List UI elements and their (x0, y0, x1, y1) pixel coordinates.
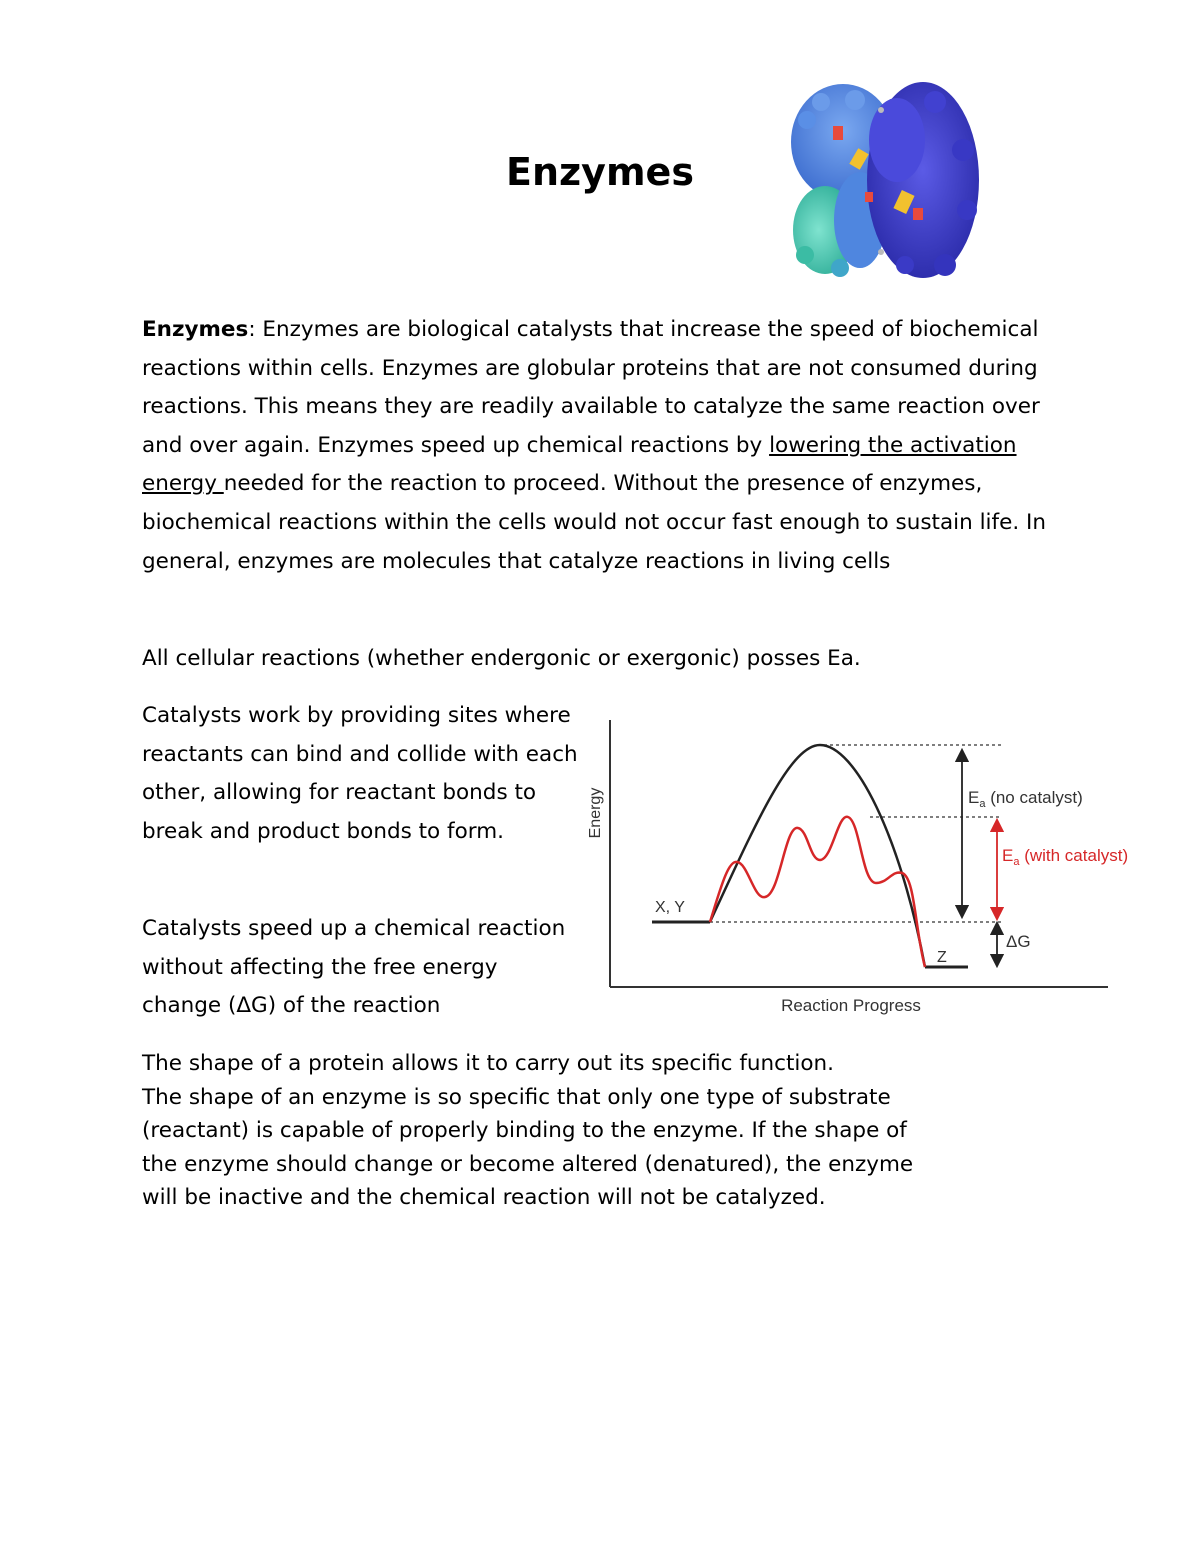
protein-blobs (791, 82, 979, 278)
catalyst-delta-g-paragraph: Catalysts speed up a chemical reaction without affecting the free energy change (ΔG) of the reaction (142, 916, 566, 1019)
reactants-label: X, Y (655, 899, 685, 916)
definition-text-2: needed for the reaction to proceed. Without the presence of enzymes, biochemical reactions within the cells would not occur fast enough to sustain life. In general, enzymes are molecules that catalyze reactions in living cells (142, 471, 1046, 574)
uncatalyzed-curve (710, 745, 925, 967)
activation-energy-chart (570, 705, 1170, 1035)
ea-with-catalyst-label (1002, 846, 1128, 868)
shape-line: The shape of a protein allows it to carry out its specific function. (142, 1051, 834, 1076)
ea-no-catalyst-label (968, 788, 1083, 810)
ea-no-catalyst-text: (no catalyst) (985, 788, 1083, 807)
ea-statement: All cellular reactions (whether endergonic or exergonic) posses Ea. (142, 646, 861, 671)
y-axis-label: Energy (587, 787, 604, 839)
ea-letter: E (968, 788, 980, 807)
enzyme-shape-paragraph (142, 1047, 1042, 1215)
term-colon: : (248, 317, 256, 342)
ea-with-catalyst-text: (with catalyst) (1019, 846, 1129, 865)
shape-line: the enzyme should change or become altered (denatured), the enzyme (142, 1151, 914, 1177)
catalyzed-curve (710, 817, 925, 967)
ea-subscript: a (979, 798, 986, 810)
page-title: Enzymes (506, 150, 694, 194)
definition-text-1: Enzymes are biological catalysts that increase the speed of biochemical reactions within cells. Enzymes are globular proteins that are not consumed during reactions. This means they are readily available to catalyze the same reaction over and over again. Enzymes speed up chemical reactions by (142, 317, 1040, 458)
catalyst-sites-paragraph: Catalysts work by providing sites where reactants can bind and collide with each other, allowing for reactant bonds to break and product bonds to form. (142, 703, 578, 844)
underlined-phrase: lowering the activation energy (142, 432, 1017, 497)
shape-line: The shape of an enzyme is so specific that only one type of substrate (142, 1084, 891, 1110)
enzymes-definition-paragraph (142, 311, 1072, 581)
ea-letter: E (1002, 846, 1014, 865)
enzyme-structure-image (785, 80, 980, 285)
shape-line: (reactant) is capable of properly binding to the enzyme. If the shape of (142, 1118, 907, 1143)
product-label: Z (937, 949, 947, 966)
ea-subscript: a (1013, 856, 1020, 868)
enzymes-term: Enzymes (142, 317, 249, 342)
x-axis-label: Reaction Progress (781, 996, 921, 1015)
delta-g-label: ΔG (1006, 932, 1031, 951)
shape-line: will be inactive and the chemical reaction will not be catalyzed. (142, 1185, 826, 1210)
